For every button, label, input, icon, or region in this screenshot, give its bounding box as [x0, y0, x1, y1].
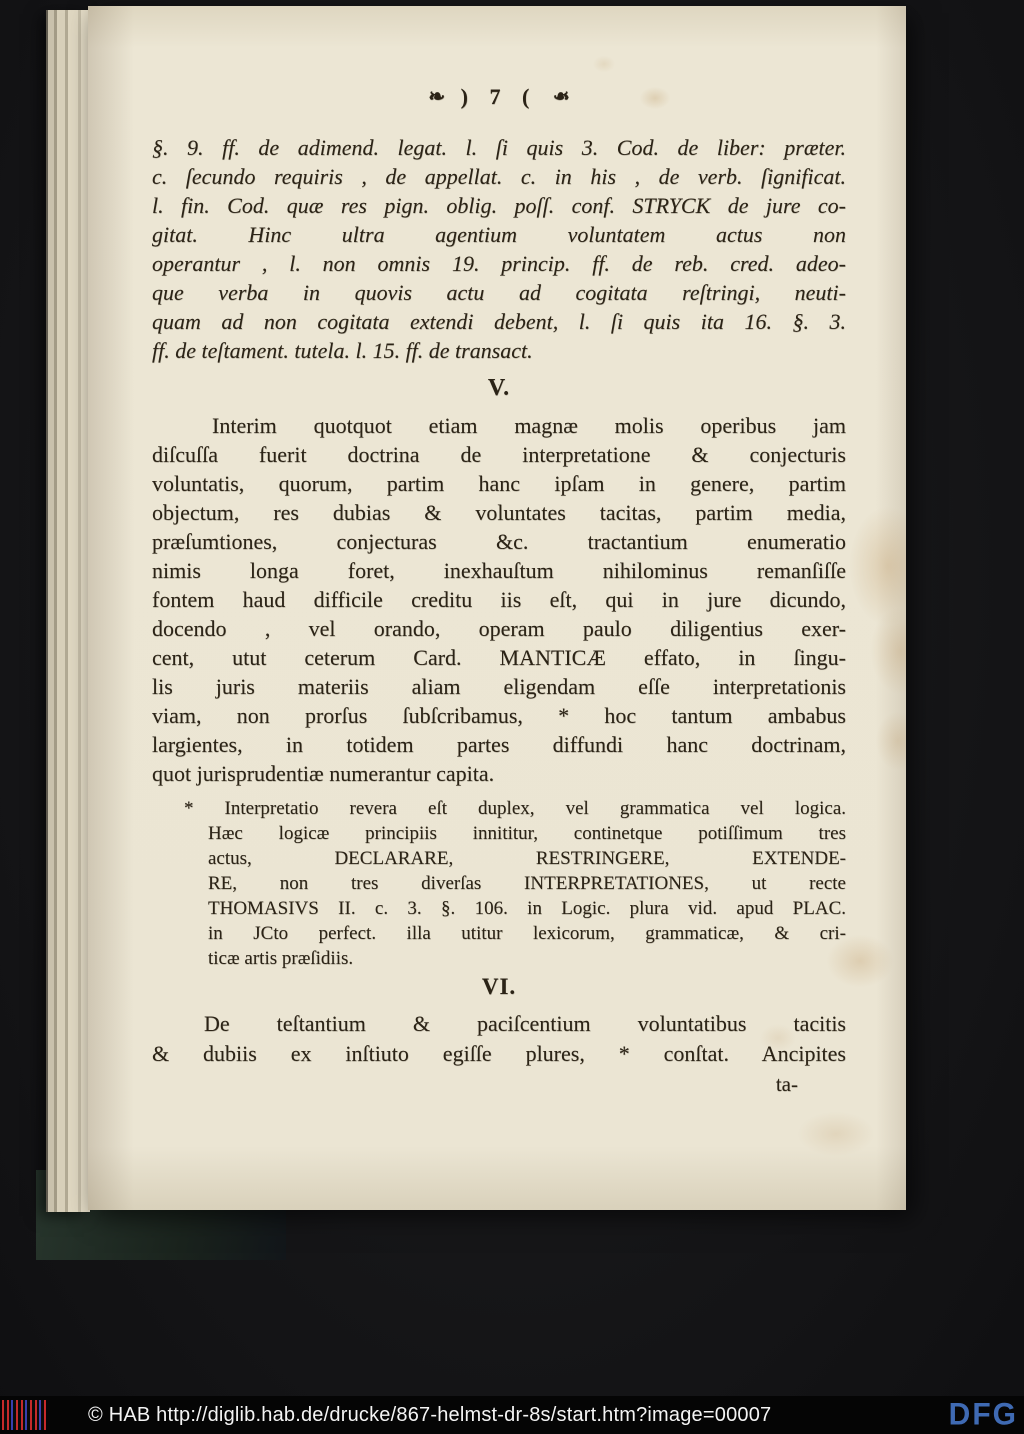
section-vi-heading: VI.	[481, 974, 517, 999]
text-line: * Interpretatio revera eſt duplex, vel grammatica vel logica.	[184, 798, 846, 819]
intro-paragraph	[152, 133, 846, 365]
text-line: largientes, in totidem partes diffundi hanc doctrinam,	[152, 732, 846, 757]
book-page	[88, 6, 906, 1210]
section-v-paragraph	[152, 411, 846, 788]
catchword: ta-	[775, 1072, 798, 1096]
text-line: c. ſecundo requiris , de appellat. c. in his , de verb. ſignificat.	[152, 164, 846, 189]
attribution-text: © HAB http://diglib.hab.de/drucke/867-helmst-dr-8s/start.htm?image=00007	[88, 1403, 772, 1426]
text-line: l. fin. Cod. quæ res pign. oblig. poſſ. conf. STRYCK de jure co-	[152, 193, 846, 218]
text-line: gitat. Hinc ultra agentium voluntatem actus non	[152, 222, 846, 247]
text-line: lis juris materiis aliam eligendam eſſe interpretationis	[152, 674, 846, 699]
text-line: RE, non tres diverſas INTERPRETATIONES, ut recte	[208, 873, 846, 894]
text-line: cent, utut ceterum Card. MANTICÆ effato, in ſingu-	[152, 645, 846, 670]
text-line: Hæc logicæ principiis innititur, continetque potiſſimum tres	[208, 823, 846, 844]
color-calibration-marks	[2, 1400, 46, 1430]
text-line: que verba in quovis actu ad cogitata reſtringi, neuti-	[152, 280, 846, 305]
text-line: actus, DECLARARE, RESTRINGERE, EXTENDE-	[208, 848, 846, 869]
section-vi-paragraph	[152, 1009, 846, 1069]
text-line: præſumtiones, conjecturas &c. tractantium enumeratio	[152, 529, 846, 554]
fleuron-ornament-right: ❧	[552, 86, 570, 108]
page-header	[152, 6, 846, 111]
fleuron-ornament-left: ❧	[428, 86, 446, 108]
text-line: quot jurisprudentiæ numerantur capita.	[152, 761, 495, 786]
page-text-column	[152, 6, 846, 1097]
text-line: Interim quotquot etiam magnæ molis operibus jam	[212, 413, 846, 438]
text-line: diſcuſſa fuerit doctrina de interpretatione & conjecturis	[152, 442, 846, 467]
footnote	[184, 796, 846, 971]
text-line: quam ad non cogitata extendi debent, l. ſi quis ita 16. §. 3.	[152, 309, 846, 334]
attribution-bar	[0, 1396, 1024, 1434]
text-line: docendo , vel orando, operam paulo diligentius exer-	[152, 616, 846, 641]
text-line: voluntatis, quorum, partim hanc ipſam in genere, partim	[152, 471, 846, 496]
page-number: ) 7 (	[460, 84, 538, 109]
text-line: ff. de teſtament. tutela. l. 15. ff. de transact.	[152, 338, 533, 363]
text-line: & dubiis ex inſtiuto egiſſe plures, * conſtat. Ancipites	[152, 1041, 846, 1066]
text-line: objectum, res dubias & voluntates tacitas, partim media,	[152, 500, 846, 525]
text-line: §. 9. ff. de adimend. legat. l. ſi quis 3. Cod. de liber: præter.	[152, 135, 846, 160]
book-page-edges	[46, 10, 90, 1212]
text-line: nimis longa foret, inexhauſtum nihilominus remanſiſſe	[152, 558, 846, 583]
text-line: viam, non prorſus ſubſcribamus, * hoc tantum ambabus	[152, 703, 846, 728]
text-line: THOMASIVS II. c. 3. §. 106. in Logic. plura vid. apud PLAC.	[208, 898, 846, 919]
text-line: operantur , l. non omnis 19. princip. ff. de reb. cred. adeo-	[152, 251, 846, 276]
text-line: ticæ artis præſidiis.	[208, 948, 354, 969]
section-v-heading: V.	[487, 375, 511, 401]
text-line: fontem haud difficile creditu iis eſt, qui in jure dicundo,	[152, 587, 846, 612]
dfg-logo: DFG	[948, 1397, 1018, 1432]
text-line: De teſtantium & paciſcentium voluntatibus tacitis	[204, 1011, 846, 1036]
text-line: in JCto perfect. illa utitur lexicorum, grammaticæ, & cri-	[208, 923, 846, 944]
